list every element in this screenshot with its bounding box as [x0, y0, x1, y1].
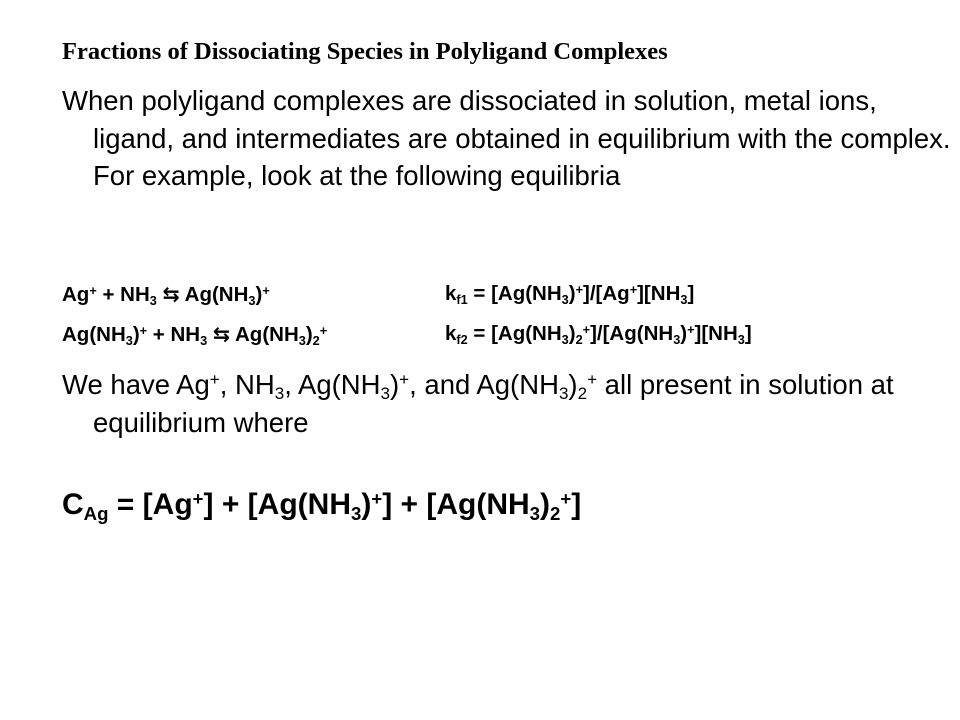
species-paragraph — [62, 366, 960, 442]
nh-text: NH — [170, 323, 201, 346]
text: ] + [Ag(NH — [382, 488, 530, 521]
charge: + — [687, 321, 695, 337]
slide-title: Fractions of Dissociating Species in Polyligand Complexes — [62, 38, 668, 65]
subscript: 3 — [125, 333, 133, 349]
charge: + — [587, 370, 598, 390]
text: , and Ag(NH — [409, 369, 559, 400]
text: ] — [571, 488, 582, 521]
charge: + — [319, 322, 328, 338]
text: = [Ag — [108, 488, 193, 521]
k-subscript: f2 — [456, 332, 468, 348]
charge: + — [89, 282, 97, 298]
mass-balance-equation — [62, 488, 581, 522]
subscript: 2 — [577, 384, 588, 404]
nh-text: NH — [120, 283, 150, 306]
charge: + — [399, 370, 410, 390]
subscript: 3 — [561, 292, 569, 308]
subscript: 3 — [380, 384, 390, 404]
c-text: C — [62, 488, 84, 521]
charge: + — [560, 487, 572, 509]
charge: + — [192, 487, 204, 509]
text: , NH — [219, 369, 275, 400]
product-text: Ag(NH — [184, 283, 249, 306]
charge: + — [582, 321, 591, 337]
plus-op: + — [152, 323, 165, 346]
equilibrium-arrow-icon: ⇆ — [212, 323, 231, 346]
equilibrium-1-reaction — [62, 282, 270, 307]
paren: ) — [132, 323, 140, 346]
subscript: 3 — [274, 384, 285, 404]
k-expr: ][NH — [694, 322, 738, 345]
subscript: 3 — [149, 293, 157, 309]
paren: ) — [680, 322, 688, 345]
paren: ) — [361, 488, 372, 521]
k-expr: ) — [568, 282, 576, 305]
charge: + — [209, 370, 220, 390]
intro-paragraph: When polyligand complexes are dissociated in solution, metal ions, ligand, and intermediates are obtained in equilibrium with the complex. For example, look at the following equilibria — [62, 85, 951, 191]
ag-text: Ag — [62, 283, 90, 306]
text: ] + [Ag(NH — [203, 488, 351, 521]
paren: ) — [390, 369, 400, 400]
plus-op: + — [102, 283, 115, 306]
reactant-text: Ag(NH — [62, 323, 126, 346]
subscript: 2 — [575, 332, 583, 348]
k-expr: ][NH — [637, 282, 681, 305]
text: We have Ag — [62, 369, 210, 400]
text: all present in solution at equilibrium where — [93, 369, 894, 438]
charge: + — [371, 487, 383, 509]
equilibrium-arrow-icon: ⇆ — [162, 283, 180, 306]
k-expr: ]/[Ag(NH — [590, 322, 674, 345]
equilibrium-1-constant — [445, 282, 694, 306]
subscript: 2 — [312, 333, 320, 349]
paren: ) — [540, 488, 551, 521]
text: , Ag(NH — [284, 369, 381, 400]
c-subscript: Ag — [83, 502, 109, 524]
product-text: Ag(NH — [235, 323, 299, 346]
equilibrium-2-reaction — [62, 322, 327, 347]
paren: ) — [255, 283, 263, 306]
k-expr: = [Ag(NH — [473, 322, 562, 345]
paren: ) — [568, 369, 578, 400]
k-expr: ] — [744, 322, 752, 345]
k-text: k — [445, 322, 457, 345]
subscript: 3 — [200, 333, 208, 349]
paren: ) — [568, 322, 576, 345]
subscript: 3 — [737, 332, 745, 348]
k-text: k — [445, 282, 457, 305]
charge: + — [139, 322, 148, 338]
k-expr: ] — [687, 282, 695, 305]
subscript: 3 — [561, 332, 569, 348]
charge: + — [262, 282, 270, 298]
subscript: 3 — [680, 292, 688, 308]
k-expr: ]/[Ag — [583, 282, 630, 305]
subscript: 3 — [673, 332, 681, 348]
k-expr: = [Ag(NH — [473, 282, 562, 305]
charge: + — [629, 281, 638, 297]
subscript: 3 — [558, 384, 569, 404]
subscript: 3 — [529, 502, 541, 524]
subscript: 3 — [248, 293, 256, 309]
paren: ) — [305, 323, 313, 346]
charge: + — [575, 281, 583, 297]
subscript: 3 — [298, 333, 306, 349]
k-subscript: f1 — [456, 292, 468, 308]
subscript: 3 — [350, 502, 362, 524]
subscript: 2 — [550, 502, 561, 524]
equilibrium-2-constant — [445, 322, 752, 346]
